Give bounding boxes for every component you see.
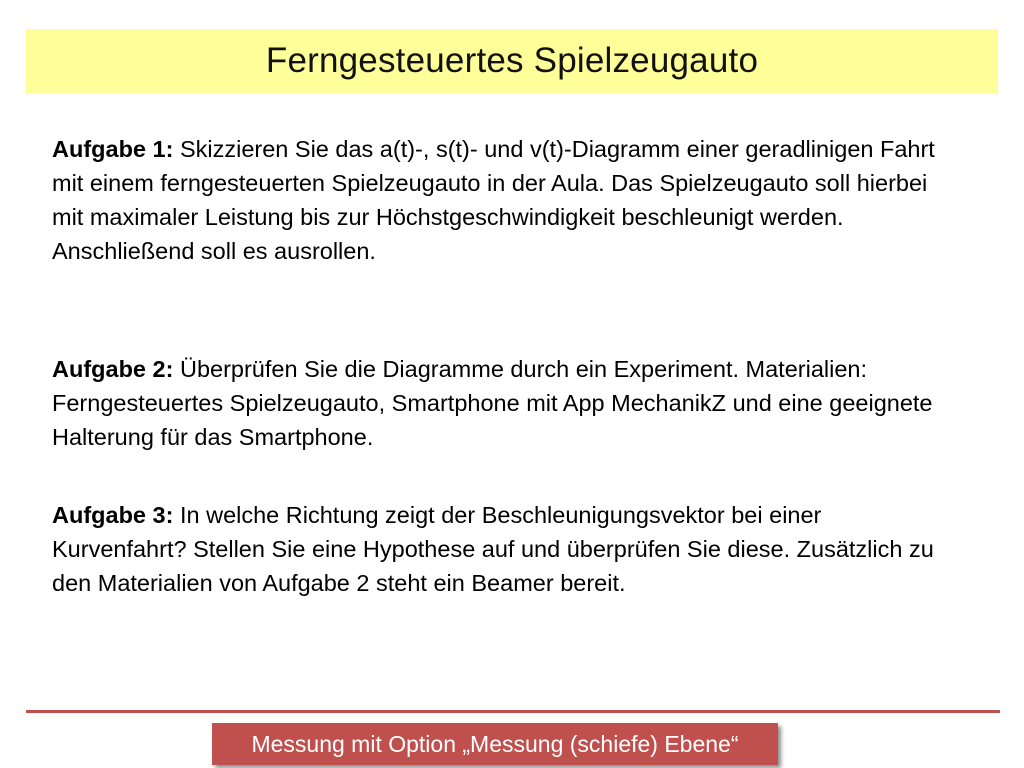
footer-note-box <box>212 723 778 765</box>
task-3 <box>52 498 952 600</box>
title-bar <box>26 29 998 93</box>
task-1-text: Skizzieren Sie das a(t)-, s(t)- und v(t)-Diagramm einer geradlinigen Fahrt mit einem ferngesteuerten Spielzeugauto in der Aula. Das Spielzeugauto soll hierbei mit maximaler Leistung bis zur Höchstgeschwindigkeit beschleunigt werden. Anschließend soll es ausrollen. <box>52 136 935 264</box>
footer-note: Messung mit Option „Messung (schiefe) Ebene“ <box>251 730 739 757</box>
footer-divider <box>26 710 1000 713</box>
task-2-text: Überprüfen Sie die Diagramme durch ein Experiment. Materialien: Ferngesteuertes Spielzeugauto, Smartphone mit App MechanikZ und eine geeignete Halterung für das Smartphone. <box>52 356 933 450</box>
task-3-text: In welche Richtung zeigt der Beschleunigungsvektor bei einer Kurvenfahrt? Stellen Sie eine Hypothese auf und überprüfen Sie diese. Zusätzlich zu den Materialien von Aufgabe 2 steht ein Beamer bereit. <box>52 502 934 596</box>
task-2-label: Aufgabe 2: <box>52 356 174 382</box>
task-3-label: Aufgabe 3: <box>52 502 174 528</box>
task-1-label: Aufgabe 1: <box>52 136 174 162</box>
slide-title: Ferngesteuertes Spielzeugauto <box>265 41 759 80</box>
task-1 <box>52 132 952 268</box>
task-2 <box>52 352 952 454</box>
